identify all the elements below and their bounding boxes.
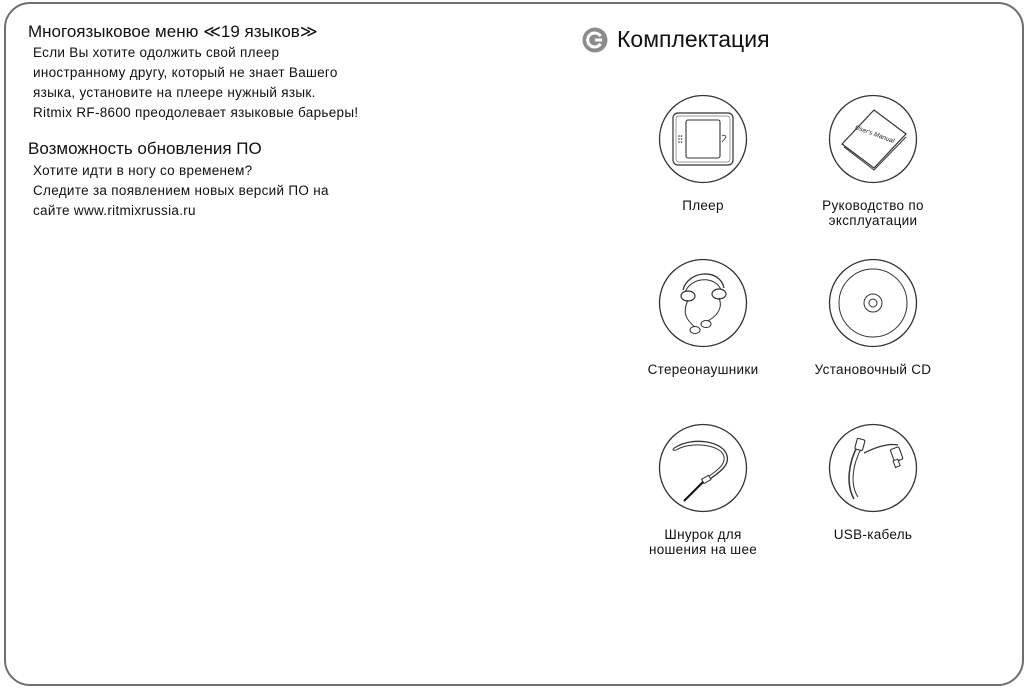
caption-line: ношения на шее	[648, 542, 758, 557]
usb-cable-icon	[828, 423, 918, 513]
caption-line: USB-кабель	[833, 527, 913, 542]
multilang-paragraph	[33, 43, 358, 123]
multilang-line: иностранному другу, который не знает Вашего	[33, 65, 338, 80]
kit-item-caption	[618, 527, 788, 557]
earphones-icon	[658, 258, 748, 348]
multilang-title: Многоязыковое меню ≪19 языков≫	[28, 22, 318, 41]
kit-item-caption	[788, 527, 958, 542]
kit-heading	[582, 26, 770, 53]
kit-item-caption	[618, 198, 788, 213]
update-line: Следите за появлением новых версий ПО на	[33, 183, 329, 198]
c-circle-icon	[582, 27, 608, 53]
kit-item-caption	[788, 198, 958, 228]
caption-line: эксплуатации	[828, 213, 918, 228]
kit-item-cd	[788, 258, 958, 377]
kit-item-manual	[788, 94, 958, 228]
kit-title: Комплектация	[617, 26, 770, 52]
multilang-line: Ritmix RF-8600 преодолевает языковые барьеры!	[33, 105, 359, 120]
player-icon	[658, 94, 748, 184]
caption-line: Плеер	[682, 198, 724, 213]
kit-item-usb	[788, 423, 958, 542]
caption-line: Руководство по	[822, 198, 924, 213]
manual-icon	[828, 94, 918, 184]
caption-line: Стереонаушники	[647, 362, 759, 377]
caption-line: Шнурок для	[664, 527, 742, 542]
lanyard-icon	[658, 423, 748, 513]
update-title: Возможность обновления ПО	[28, 139, 262, 158]
caption-line: Установочный CD	[814, 362, 932, 377]
kit-item-lanyard	[618, 423, 788, 557]
update-paragraph	[33, 161, 329, 221]
kit-item-caption	[618, 362, 788, 377]
multilang-line: языка, установите на плеере нужный язык.	[33, 85, 316, 100]
update-line: Хотите идти в ногу со временем?	[33, 163, 253, 178]
cd-icon	[828, 258, 918, 348]
update-line: сайте www.ritmixrussia.ru	[33, 203, 196, 218]
manual-label: User's Manual	[853, 124, 896, 145]
kit-item-player	[618, 94, 788, 213]
kit-item-caption	[788, 362, 958, 377]
multilang-line: Если Вы хотите одолжить свой плеер	[33, 45, 280, 60]
kit-item-earphones	[618, 258, 788, 377]
